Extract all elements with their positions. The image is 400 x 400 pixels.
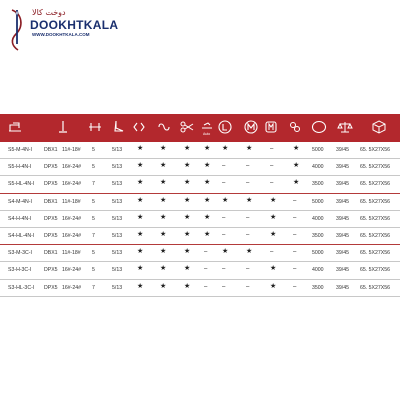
weight-cell: 39/45: [336, 215, 349, 222]
feature-star-icon: ★: [204, 230, 211, 238]
presser-lift-cell: 5/13: [112, 181, 123, 188]
auto-presser-lift-icon: [198, 118, 216, 136]
feature-dash: –: [222, 231, 226, 238]
feature-star-icon: ★: [246, 145, 253, 152]
presser-lift-cell: 5/13: [112, 198, 123, 205]
dimensions-cell: 65. 5X27X56: [360, 250, 390, 257]
feature-star-icon: ★: [160, 179, 167, 187]
feature-star-icon: ★: [137, 145, 144, 152]
feature-star-icon: ★: [222, 248, 229, 256]
speed-cell: 5000: [312, 147, 324, 153]
table-row: [0, 245, 400, 262]
stitch-length-cell: 5: [92, 250, 95, 257]
stitch-length-cell: 5: [92, 215, 95, 222]
table-row: [0, 228, 400, 245]
feature-star-icon: ★: [160, 230, 167, 238]
lock-stitch-icon: [242, 118, 260, 136]
dimensions-cell: 65. 5X27X56: [360, 215, 390, 222]
feature-star-icon: ★: [137, 213, 144, 221]
sewing-machine-icon: [6, 118, 24, 136]
feature-star-icon: ★: [184, 145, 191, 152]
dimensions-cell: 65. 5X27X56: [360, 181, 390, 188]
speed-icon: [310, 118, 328, 136]
feature-star-icon: ★: [160, 145, 167, 152]
table-row: [0, 176, 400, 193]
feature-dash: –: [270, 180, 274, 187]
needle-system-cell: DPX5: [44, 267, 58, 274]
needle-size-cell: 16#-24#: [62, 164, 82, 171]
table-row: [0, 211, 400, 228]
logo-url: WWW.DOOKHTKALA.COM: [32, 32, 90, 37]
presser-lift-cell: 5/13: [112, 215, 123, 222]
spec-table-header: [0, 114, 400, 142]
needle-position-icon: [286, 118, 304, 136]
needle-size-cell: 16#-24#: [62, 267, 82, 274]
dimensions-cell: 65. 5X27X56: [360, 147, 390, 153]
thread-tension-icon: [130, 118, 148, 136]
feature-star-icon: ★: [137, 196, 144, 204]
model-cell: S4-H-4N-I: [8, 215, 32, 222]
backtack-icon: [216, 118, 234, 136]
feature-dash: –: [222, 180, 226, 187]
table-row: [0, 262, 400, 279]
feature-star-icon: ★: [137, 162, 144, 170]
needle-size-cell: 11#-18#: [62, 198, 81, 205]
feature-star-icon: ★: [137, 282, 144, 290]
feature-dash: –: [293, 283, 297, 290]
model-cell: S3-M-3C-I: [8, 250, 32, 257]
needle-system-cell: DBX1: [44, 147, 58, 153]
model-cell: S5-M-4N-I: [8, 147, 32, 153]
needle-size-cell: 16#-24#: [62, 232, 82, 239]
feature-dash: –: [204, 266, 208, 273]
feature-star-icon: ★: [270, 230, 277, 238]
needle-system-cell: DPX5: [44, 284, 58, 291]
speed-cell: 5000: [312, 250, 324, 257]
feature-dash: –: [204, 283, 208, 290]
feature-star-icon: ★: [184, 265, 191, 273]
stitch-length-cell: 7: [92, 232, 95, 239]
dimensions-cell: 65. 5X27X56: [360, 164, 390, 171]
presser-lift-cell: 5/13: [112, 284, 123, 291]
feature-star-icon: ★: [270, 213, 277, 221]
feature-star-icon: ★: [270, 196, 277, 204]
needle-system-cell: DBX1: [44, 250, 58, 257]
feature-star-icon: ★: [184, 213, 191, 221]
presser-lift-cell: 5/13: [112, 250, 123, 257]
stitch-length-cell: 7: [92, 284, 95, 291]
speed-cell: 4000: [312, 164, 324, 171]
logo-brand-name: DOOKHTKALA: [30, 18, 119, 32]
needle-size-cell: 11#-18#: [62, 250, 81, 257]
presser-lift-cell: 5/13: [112, 232, 123, 239]
stitch-length-cell: 7: [92, 181, 95, 188]
stitch-length-icon: [86, 118, 104, 136]
feature-star-icon: ★: [246, 248, 253, 256]
feature-star-icon: ★: [137, 230, 144, 238]
spec-table: [0, 142, 400, 297]
feature-dash: –: [293, 231, 297, 238]
presser-lift-cell: 5/13: [112, 164, 123, 171]
feature-dash: –: [246, 266, 250, 273]
speed-cell: 3500: [312, 284, 324, 291]
feature-star-icon: ★: [184, 162, 191, 170]
feature-dash: –: [204, 249, 208, 256]
model-cell: S5-H-4N-I: [8, 164, 32, 171]
stitch-length-cell: 5: [92, 267, 95, 274]
feature-dash: –: [222, 283, 226, 290]
feature-star-icon: ★: [204, 196, 211, 204]
brand-logo: [8, 8, 148, 48]
bobbin-winder-icon: [155, 118, 173, 136]
needle-system-cell: DPX5: [44, 181, 58, 188]
needle-size-cell: 16#-24#: [62, 215, 82, 222]
dimensions-icon: [370, 118, 388, 136]
feature-star-icon: ★: [293, 179, 300, 187]
thread-trimmer-icon: [178, 118, 196, 136]
model-cell: S4-M-4N-I: [8, 198, 32, 205]
needle-size-cell: 16#-24#: [62, 181, 82, 188]
weight-cell: 39/45: [336, 198, 349, 205]
table-row: [0, 280, 400, 297]
feature-star-icon: ★: [204, 213, 211, 221]
needle-size-cell: 11#-18#: [62, 147, 81, 153]
needle-bar-icon: [54, 118, 72, 136]
feature-dash: –: [270, 146, 274, 152]
feature-star-icon: ★: [160, 282, 167, 290]
presser-lift-cell: 5/13: [112, 267, 123, 274]
feature-dash: –: [222, 163, 226, 170]
needle-size-cell: 16#-24#: [62, 284, 82, 291]
feature-star-icon: ★: [184, 282, 191, 290]
feature-star-icon: ★: [270, 265, 277, 273]
feature-star-icon: ★: [222, 196, 229, 204]
model-cell: S5-HL-4N-I: [8, 181, 35, 188]
weight-scale-icon: [336, 118, 354, 136]
feature-star-icon: ★: [204, 179, 211, 187]
feature-dash: –: [246, 231, 250, 238]
feature-star-icon: ★: [160, 162, 167, 170]
stitch-length-cell: 5: [92, 147, 95, 153]
feature-star-icon: ★: [293, 145, 300, 152]
feature-dash: –: [246, 180, 250, 187]
feature-star-icon: ★: [160, 265, 167, 273]
table-row: [0, 159, 400, 176]
feature-star-icon: ★: [222, 145, 229, 152]
feature-dash: –: [246, 214, 250, 221]
feature-star-icon: ★: [160, 248, 167, 256]
feature-dash: –: [246, 283, 250, 290]
speed-cell: 3500: [312, 181, 324, 188]
feature-dash: –: [270, 163, 274, 170]
feature-dash: –: [293, 249, 297, 256]
model-cell: S3-H-3C-I: [8, 267, 32, 274]
speed-cell: 4000: [312, 267, 324, 274]
dimensions-cell: 65. 5X27X56: [360, 198, 390, 205]
feature-star-icon: ★: [137, 248, 144, 256]
feature-dash: –: [270, 249, 274, 256]
weight-cell: 39/45: [336, 232, 349, 239]
weight-cell: 39/45: [336, 250, 349, 257]
feature-dash: –: [222, 266, 226, 273]
feature-star-icon: ★: [246, 196, 253, 204]
feature-star-icon: ★: [184, 248, 191, 256]
dimensions-cell: 65. 5X27X56: [360, 232, 390, 239]
table-row: [0, 142, 400, 159]
feature-star-icon: ★: [160, 196, 167, 204]
model-cell: S3-HL-3C-I: [8, 284, 35, 291]
model-cell: S4-HL-4N-I: [8, 232, 35, 239]
needle-system-cell: DPX5: [44, 232, 58, 239]
feature-dash: –: [293, 266, 297, 273]
needle-thread-icon: [8, 8, 28, 52]
auto-label: Auto: [203, 132, 211, 136]
feature-dash: –: [222, 214, 226, 221]
feature-star-icon: ★: [184, 179, 191, 187]
weight-cell: 39/45: [336, 164, 349, 171]
feature-star-icon: ★: [184, 230, 191, 238]
presser-foot-icon: [110, 118, 128, 136]
table-row: [0, 194, 400, 211]
needle-system-cell: DPX5: [44, 164, 58, 171]
dimensions-cell: 65. 5X27X56: [360, 267, 390, 274]
feature-star-icon: ★: [160, 213, 167, 221]
weight-cell: 39/45: [336, 284, 349, 291]
feature-dash: –: [293, 197, 297, 204]
motor-icon: [262, 118, 280, 136]
stitch-length-cell: 5: [92, 164, 95, 171]
feature-star-icon: ★: [184, 196, 191, 204]
needle-system-cell: DBX1: [44, 198, 58, 205]
feature-star-icon: ★: [204, 162, 211, 170]
feature-star-icon: ★: [270, 282, 277, 290]
stitch-length-cell: 5: [92, 198, 95, 205]
speed-cell: 5000: [312, 198, 324, 205]
feature-dash: –: [246, 163, 250, 170]
needle-system-cell: DPX5: [44, 215, 58, 222]
feature-dash: –: [293, 214, 297, 221]
weight-cell: 39/45: [336, 147, 349, 153]
speed-cell: 3500: [312, 232, 324, 239]
feature-star-icon: ★: [137, 265, 144, 273]
feature-star-icon: ★: [204, 145, 211, 152]
feature-star-icon: ★: [137, 179, 144, 187]
presser-lift-cell: 5/13: [112, 147, 123, 153]
feature-star-icon: ★: [293, 162, 300, 170]
speed-cell: 4000: [312, 215, 324, 222]
dimensions-cell: 65. 5X27X56: [360, 284, 390, 291]
weight-cell: 39/45: [336, 181, 349, 188]
weight-cell: 39/45: [336, 267, 349, 274]
logo-persian-text: دوخت کالا: [32, 8, 66, 17]
